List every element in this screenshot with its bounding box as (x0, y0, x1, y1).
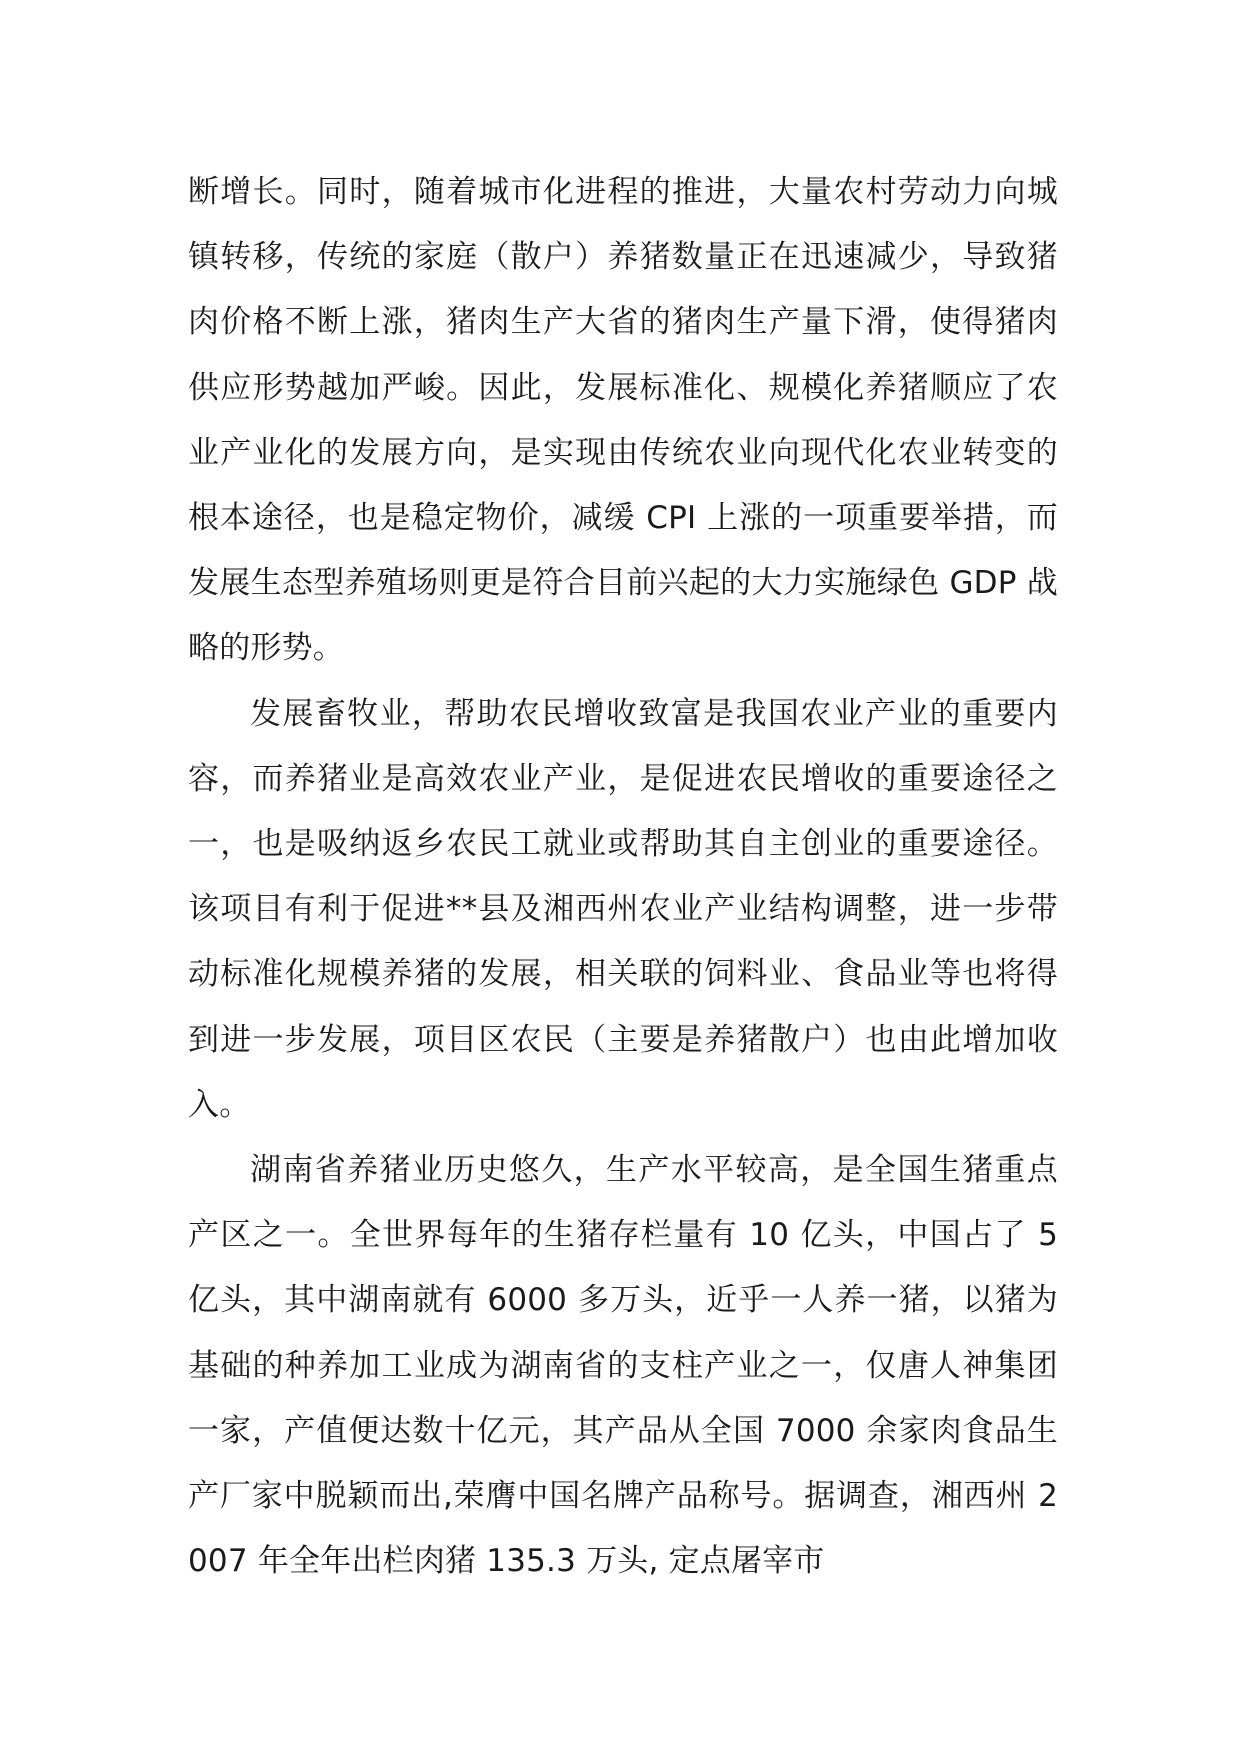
document-body (188, 160, 1058, 1594)
paragraph-3: 湖南省养猪业历史悠久，生产水平较高，是全国生猪重点产区之一。全世界每年的生猪存栏量有 10 亿头，中国占了 5 亿头，其中湖南就有 6000 多万头，近乎一人养一猪，以猪为基础的种养加工业成为湖南省的支柱产业之一，仅唐人神集团一家，产值便达数十亿元，其产品从全国 7000 余家肉食品生产厂家中脱颖而出,荣膺中国名牌产品称号。据调查，湘西州 2007 年全年出栏肉猪 135.3 万头, 定点屠宰市 (188, 1152, 1058, 1580)
paragraph-1: 断增长。同时，随着城市化进程的推进，大量农村劳动力向城镇转移，传统的家庭（散户）养猪数量正在迅速减少，导致猪肉价格不断上涨，猪肉生产大省的猪肉生产量下滑，使得猪肉供应形势越加严峻。因此，发展标准化、规模化养猪顺应了农业产业化的发展方向，是实现由传统农业向现代化农业转变的根本途径，也是稳定物价，减缓 CPI 上涨的一项重要举措，而发展生态型养殖场则更是符合目前兴起的大力实施绿色 GDP 战略的形势。 (188, 174, 1058, 667)
paragraph-2: 发展畜牧业，帮助农民增收致富是我国农业产业的重要内容，而养猪业是高效农业产业，是促进农民增收的重要途径之一，也是吸纳返乡农民工就业或帮助其自主创业的重要途径。该项目有利于促进**县及湘西州农业产业结构调整，进一步带动标准化规模养猪的发展，相关联的饲料业、食品业等也将得到进一步发展，项目区农民（主要是养猪散户）也由此增加收入。 (188, 695, 1058, 1123)
